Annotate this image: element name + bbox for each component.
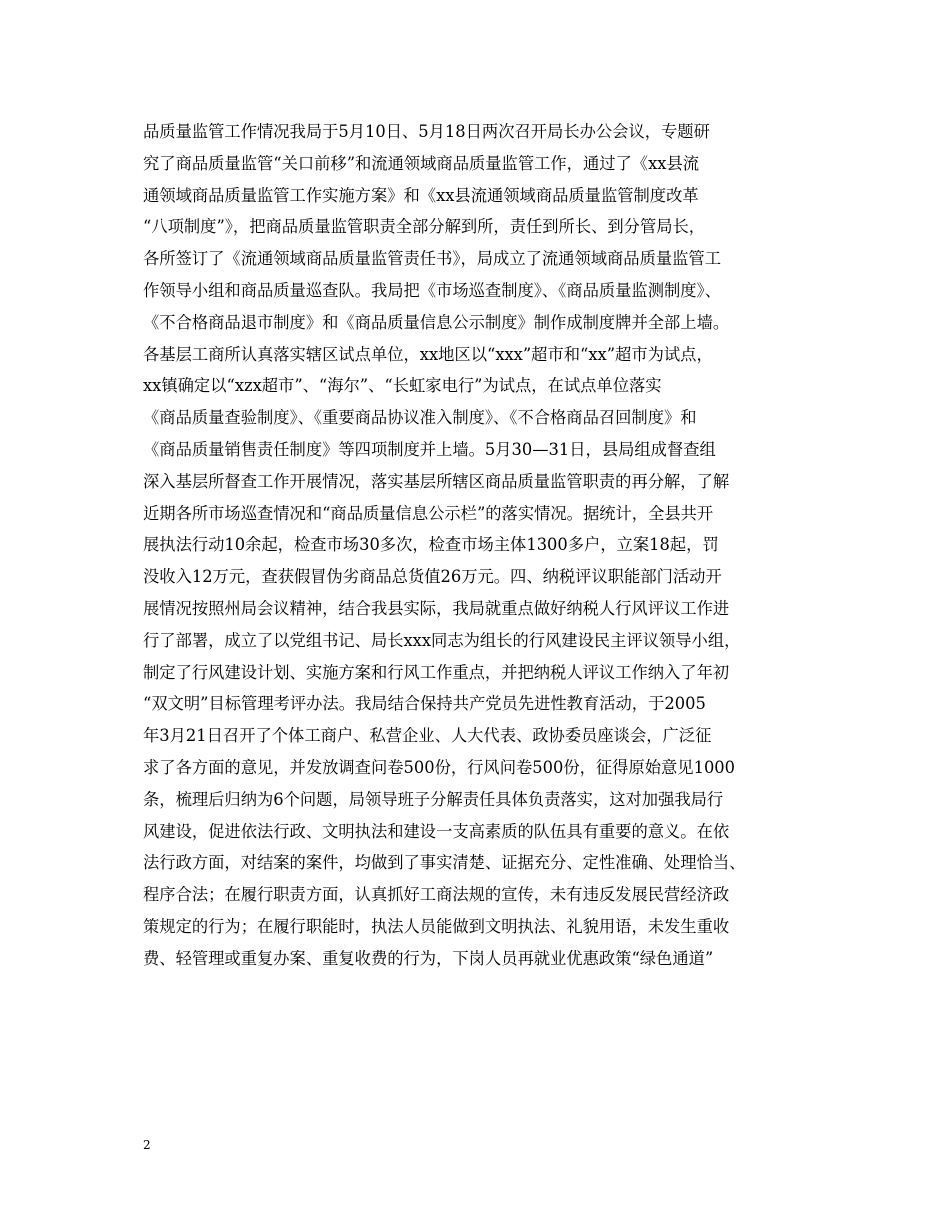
text-line: 没收入12万元，查获假冒伪劣商品总货值26万元。四、纳税评议职能部门活动开 (143, 567, 722, 587)
text-line: 《商品质量查验制度》、《重要商品协议准入制度》、《不合格商品召回制度》和 (143, 408, 697, 428)
text-line: 求了各方面的意见，并发放调查问卷500份，行风问卷500份，征得原始意见1000 (143, 757, 736, 777)
text-line: 程序合法；在履行职责方面，认真抓好工商法规的宣传，未有违反发展民营经济政 (143, 885, 730, 905)
body-text (143, 116, 811, 975)
text-line: 行了部署，成立了以党组书记、局长xxx同志为组长的行风建设民主评议领导小组， (143, 630, 741, 650)
text-line: 通领域商品质量监管工作实施方案》和《xx县流通领域商品质量监管制度改革 (143, 185, 699, 205)
text-line: 各基层工商所认真落实辖区试点单位，xx地区以“xxx”超市和“xx”超市为试点， (143, 344, 713, 364)
text-line: 品质量监管工作情况我局于5月10日、5月18日两次召开局长办公会议，专题研 (143, 122, 710, 141)
text-line: 条，梳理后归纳为6个问题，局领导班子分解责任具体负责落实，这对加强我局行 (143, 789, 724, 809)
text-line: 制定了行风建设计划、实施方案和行风工作重点，并把纳税人评议工作纳入了年初 (143, 662, 730, 682)
text-line: 作领导小组和商品质量巡查队。我局把《市场巡查制度》、《商品质量监测制度》、 (143, 280, 721, 300)
text-line: 策规定的行为；在履行职能时，执法人员能做到文明执法、礼貌用语，未发生重收 (143, 916, 730, 936)
page-number: 2 (143, 1138, 151, 1152)
text-line: 《商品质量销售责任制度》等四项制度并上墙。5月30—31日，县局组成督查组 (143, 439, 716, 459)
text-line: xx镇确定以“xzx超市”、“海尔”、“长虹家电行”为试点，在试点单位落实 (143, 376, 662, 396)
text-line: “八项制度”》，把商品质量监管职责全部分解到所，责任到所长、到分管局长， (143, 217, 706, 237)
text-line: 年3月21日召开了个体工商户、私营企业、人大代表、政协委员座谈会，广泛征 (143, 726, 712, 746)
text-line: 究了商品质量监管“关口前移”和流通领域商品质量监管工作，通过了《xx县流 (143, 153, 700, 173)
text-line: 《不合格商品退市制度》和《商品质量信息公示制度》制作成制度牌并全部上墙。 (143, 312, 730, 332)
text-line: 风建设，促进依法行政、文明执法和建设一支高素质的队伍具有重要的意义。在依 (143, 821, 730, 841)
text-line: 法行政方面，对结案的案件，均做到了事实清楚、证据充分、定性准确、处理恰当、 (143, 853, 746, 873)
text-line: 展执法行动10余起，检查市场30多次，检查市场主体1300多户，立案18起，罚 (143, 535, 719, 555)
text-line: “双文明”目标管理考评办法。我局结合保持共产党员先进性教育活动，于2005 (143, 694, 706, 714)
text-line: 费、轻管理或重复办案、重复收费的行为，下岗人员再就业优惠政策“绿色通道” (143, 948, 714, 968)
text-line: 近期各所市场巡查情况和“商品质量信息公示栏”的落实情况。据统计，全县共开 (143, 503, 714, 523)
text-line: 深入基层所督查工作开展情况，落实基层所辖区商品质量监管职责的再分解，了解 (143, 471, 730, 491)
text-line: 各所签订了《流通领域商品质量监管责任书》，局成立了流通领域商品质量监管工 (143, 249, 721, 269)
text-line: 展情况按照州局会议精神，结合我县实际，我局就重点做好纳税人行风评议工作进 (143, 598, 730, 618)
